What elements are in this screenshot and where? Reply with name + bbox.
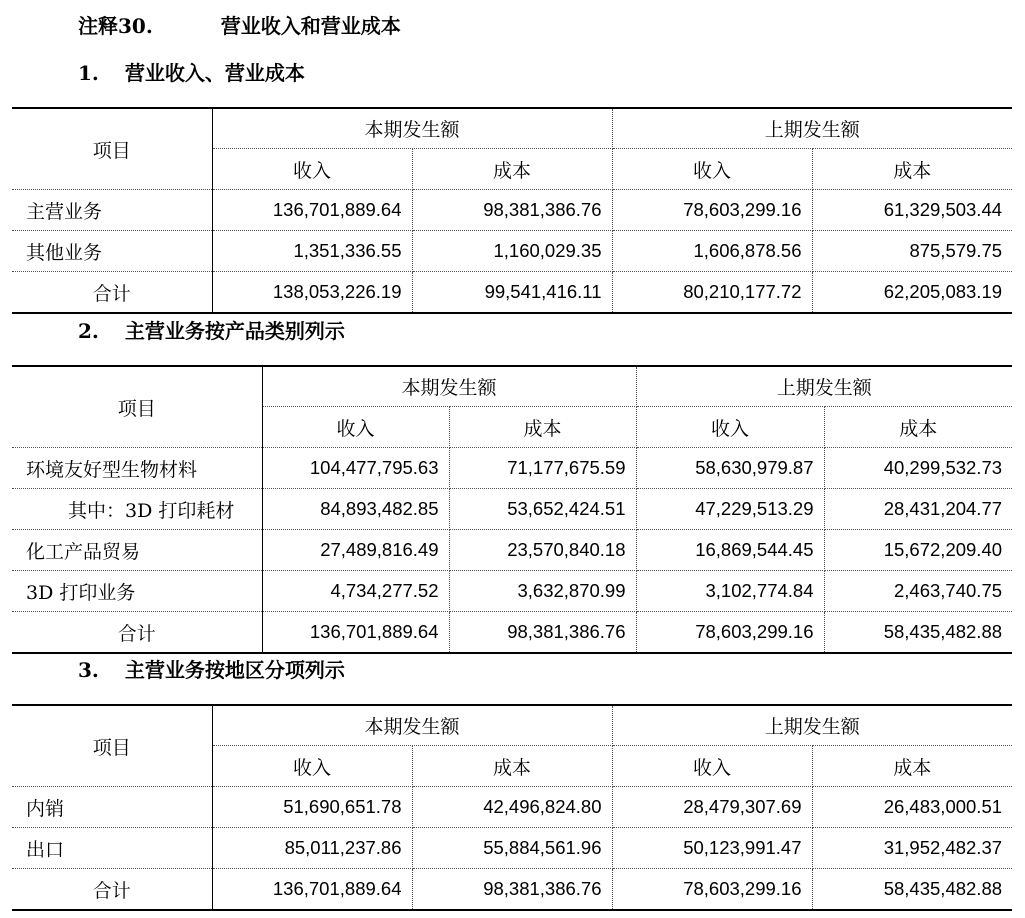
prior-cost-cell: 61,329,503.44 — [812, 190, 1012, 231]
item-header: 项目 — [12, 366, 262, 448]
section3-heading — [78, 656, 345, 684]
prior-revenue-cell: 78,603,299.16 — [612, 869, 812, 911]
prior-cost-cell: 31,952,482.37 — [812, 828, 1012, 869]
total-label: 合计 — [12, 869, 212, 911]
cost-header: 成本 — [412, 149, 612, 190]
current-cost-cell: 98,381,386.76 — [449, 612, 636, 654]
table-row — [12, 489, 1012, 530]
prior-revenue-cell: 16,869,544.45 — [636, 530, 824, 571]
total-row — [12, 272, 1012, 314]
table-row — [12, 828, 1012, 869]
section2-number: 2. — [78, 319, 99, 343]
current-revenue-cell: 104,477,795.63 — [262, 448, 449, 489]
section3-title: 主营业务按地区分项列示 — [124, 658, 345, 682]
row-label: 环境友好型生物材料 — [12, 448, 262, 489]
current-cost-cell: 98,381,386.76 — [412, 190, 612, 231]
section2-title: 主营业务按产品类别列示 — [124, 319, 345, 343]
current-cost-cell: 3,632,870.99 — [449, 571, 636, 612]
prior-revenue-cell: 58,630,979.87 — [636, 448, 824, 489]
revenue-header: 收入 — [212, 746, 412, 787]
item-header: 项目 — [12, 108, 212, 190]
note-heading — [78, 12, 401, 40]
cost-header: 成本 — [812, 746, 1012, 787]
current-revenue-cell: 51,690,651.78 — [212, 787, 412, 828]
section3-number: 3. — [78, 658, 99, 682]
prior-cost-cell: 875,579.75 — [812, 231, 1012, 272]
current-revenue-cell: 136,701,889.64 — [212, 869, 412, 911]
total-label: 合计 — [12, 272, 212, 314]
table-row — [12, 231, 1012, 272]
current-cost-cell: 23,570,840.18 — [449, 530, 636, 571]
row-label: 化工产品贸易 — [12, 530, 262, 571]
item-header: 项目 — [12, 705, 212, 787]
prior-cost-cell: 15,672,209.40 — [824, 530, 1012, 571]
revenue-header: 收入 — [212, 149, 412, 190]
table-row — [12, 571, 1012, 612]
prior-cost-cell: 62,205,083.19 — [883, 281, 1003, 302]
revenue-cost-table — [12, 107, 1012, 314]
current-cost-cell: 55,884,561.96 — [412, 828, 612, 869]
prior-revenue-cell: 78,603,299.16 — [612, 190, 812, 231]
table-row — [12, 530, 1012, 571]
table-row — [12, 190, 1012, 231]
cost-header: 成本 — [449, 407, 636, 448]
current-cost-cell: 42,496,824.80 — [412, 787, 612, 828]
total-row — [12, 612, 1012, 654]
section1-heading — [78, 59, 305, 87]
section2-heading — [78, 317, 345, 345]
current-revenue-cell: 4,734,277.52 — [262, 571, 449, 612]
prior-revenue-cell: 47,229,513.29 — [636, 489, 824, 530]
table-header-row — [12, 108, 1012, 149]
current-revenue-cell: 136,701,889.64 — [262, 612, 449, 654]
total-row — [12, 869, 1012, 911]
row-label: 内销 — [12, 787, 212, 828]
section1-title: 营业收入、营业成本 — [124, 61, 305, 85]
prior-cost-cell: 40,299,532.73 — [824, 448, 1012, 489]
current-cost-cell: 1,160,029.35 — [412, 231, 612, 272]
revenue-header: 收入 — [612, 746, 812, 787]
current-period-header: 本期发生额 — [212, 705, 612, 746]
prior-period-header: 上期发生额 — [612, 108, 1012, 149]
row-label: 3D 打印业务 — [12, 571, 262, 612]
prior-cost-cell: 26,483,000.51 — [812, 787, 1012, 828]
prior-period-header: 上期发生额 — [636, 366, 1012, 407]
current-period-header: 本期发生额 — [262, 366, 636, 407]
table-header-row — [12, 366, 1012, 407]
current-revenue-cell: 138,053,226.19 — [212, 272, 412, 314]
current-revenue-cell: 27,489,816.49 — [262, 530, 449, 571]
region-table — [12, 704, 1012, 911]
current-revenue-cell: 136,701,889.64 — [212, 190, 412, 231]
table-header-row — [12, 705, 1012, 746]
prior-revenue-cell: 80,210,177.72 — [612, 272, 812, 314]
current-revenue-cell: 85,011,237.86 — [212, 828, 412, 869]
current-revenue-cell: 84,893,482.85 — [262, 489, 449, 530]
cost-header: 成本 — [812, 149, 1012, 190]
row-label: 其中：3D 打印耗材 — [12, 489, 262, 530]
revenue-header: 收入 — [636, 407, 824, 448]
product-category-table — [12, 365, 1012, 654]
current-cost-cell: 99,541,416.11 — [412, 272, 612, 314]
note-number: 注释30. — [78, 14, 153, 38]
prior-revenue-cell: 3,102,774.84 — [636, 571, 824, 612]
note-title: 营业收入和营业成本 — [220, 14, 401, 38]
prior-revenue-cell: 50,123,991.47 — [612, 828, 812, 869]
prior-revenue-cell: 78,603,299.16 — [636, 612, 824, 654]
prior-period-header: 上期发生额 — [612, 705, 1012, 746]
cost-header: 成本 — [412, 746, 612, 787]
table-row — [12, 448, 1012, 489]
prior-cost-cell: 58,435,482.88 — [883, 878, 1003, 899]
table-row — [12, 787, 1012, 828]
current-cost-cell: 71,177,675.59 — [449, 448, 636, 489]
row-label: 出口 — [12, 828, 212, 869]
current-period-header: 本期发生额 — [212, 108, 612, 149]
current-cost-cell: 53,652,424.51 — [449, 489, 636, 530]
prior-cost-cell: 2,463,740.75 — [824, 571, 1012, 612]
prior-cost-cell: 28,431,204.77 — [824, 489, 1012, 530]
prior-revenue-cell: 28,479,307.69 — [612, 787, 812, 828]
total-label: 合计 — [12, 612, 262, 654]
current-cost-cell: 98,381,386.76 — [412, 869, 612, 911]
prior-cost-cell: 58,435,482.88 — [883, 621, 1003, 642]
section1-number: 1. — [78, 61, 99, 85]
revenue-header: 收入 — [262, 407, 449, 448]
row-label: 主营业务 — [12, 190, 212, 231]
prior-revenue-cell: 1,606,878.56 — [612, 231, 812, 272]
revenue-header: 收入 — [612, 149, 812, 190]
current-revenue-cell: 1,351,336.55 — [212, 231, 412, 272]
row-label: 其他业务 — [12, 231, 212, 272]
cost-header: 成本 — [824, 407, 1012, 448]
